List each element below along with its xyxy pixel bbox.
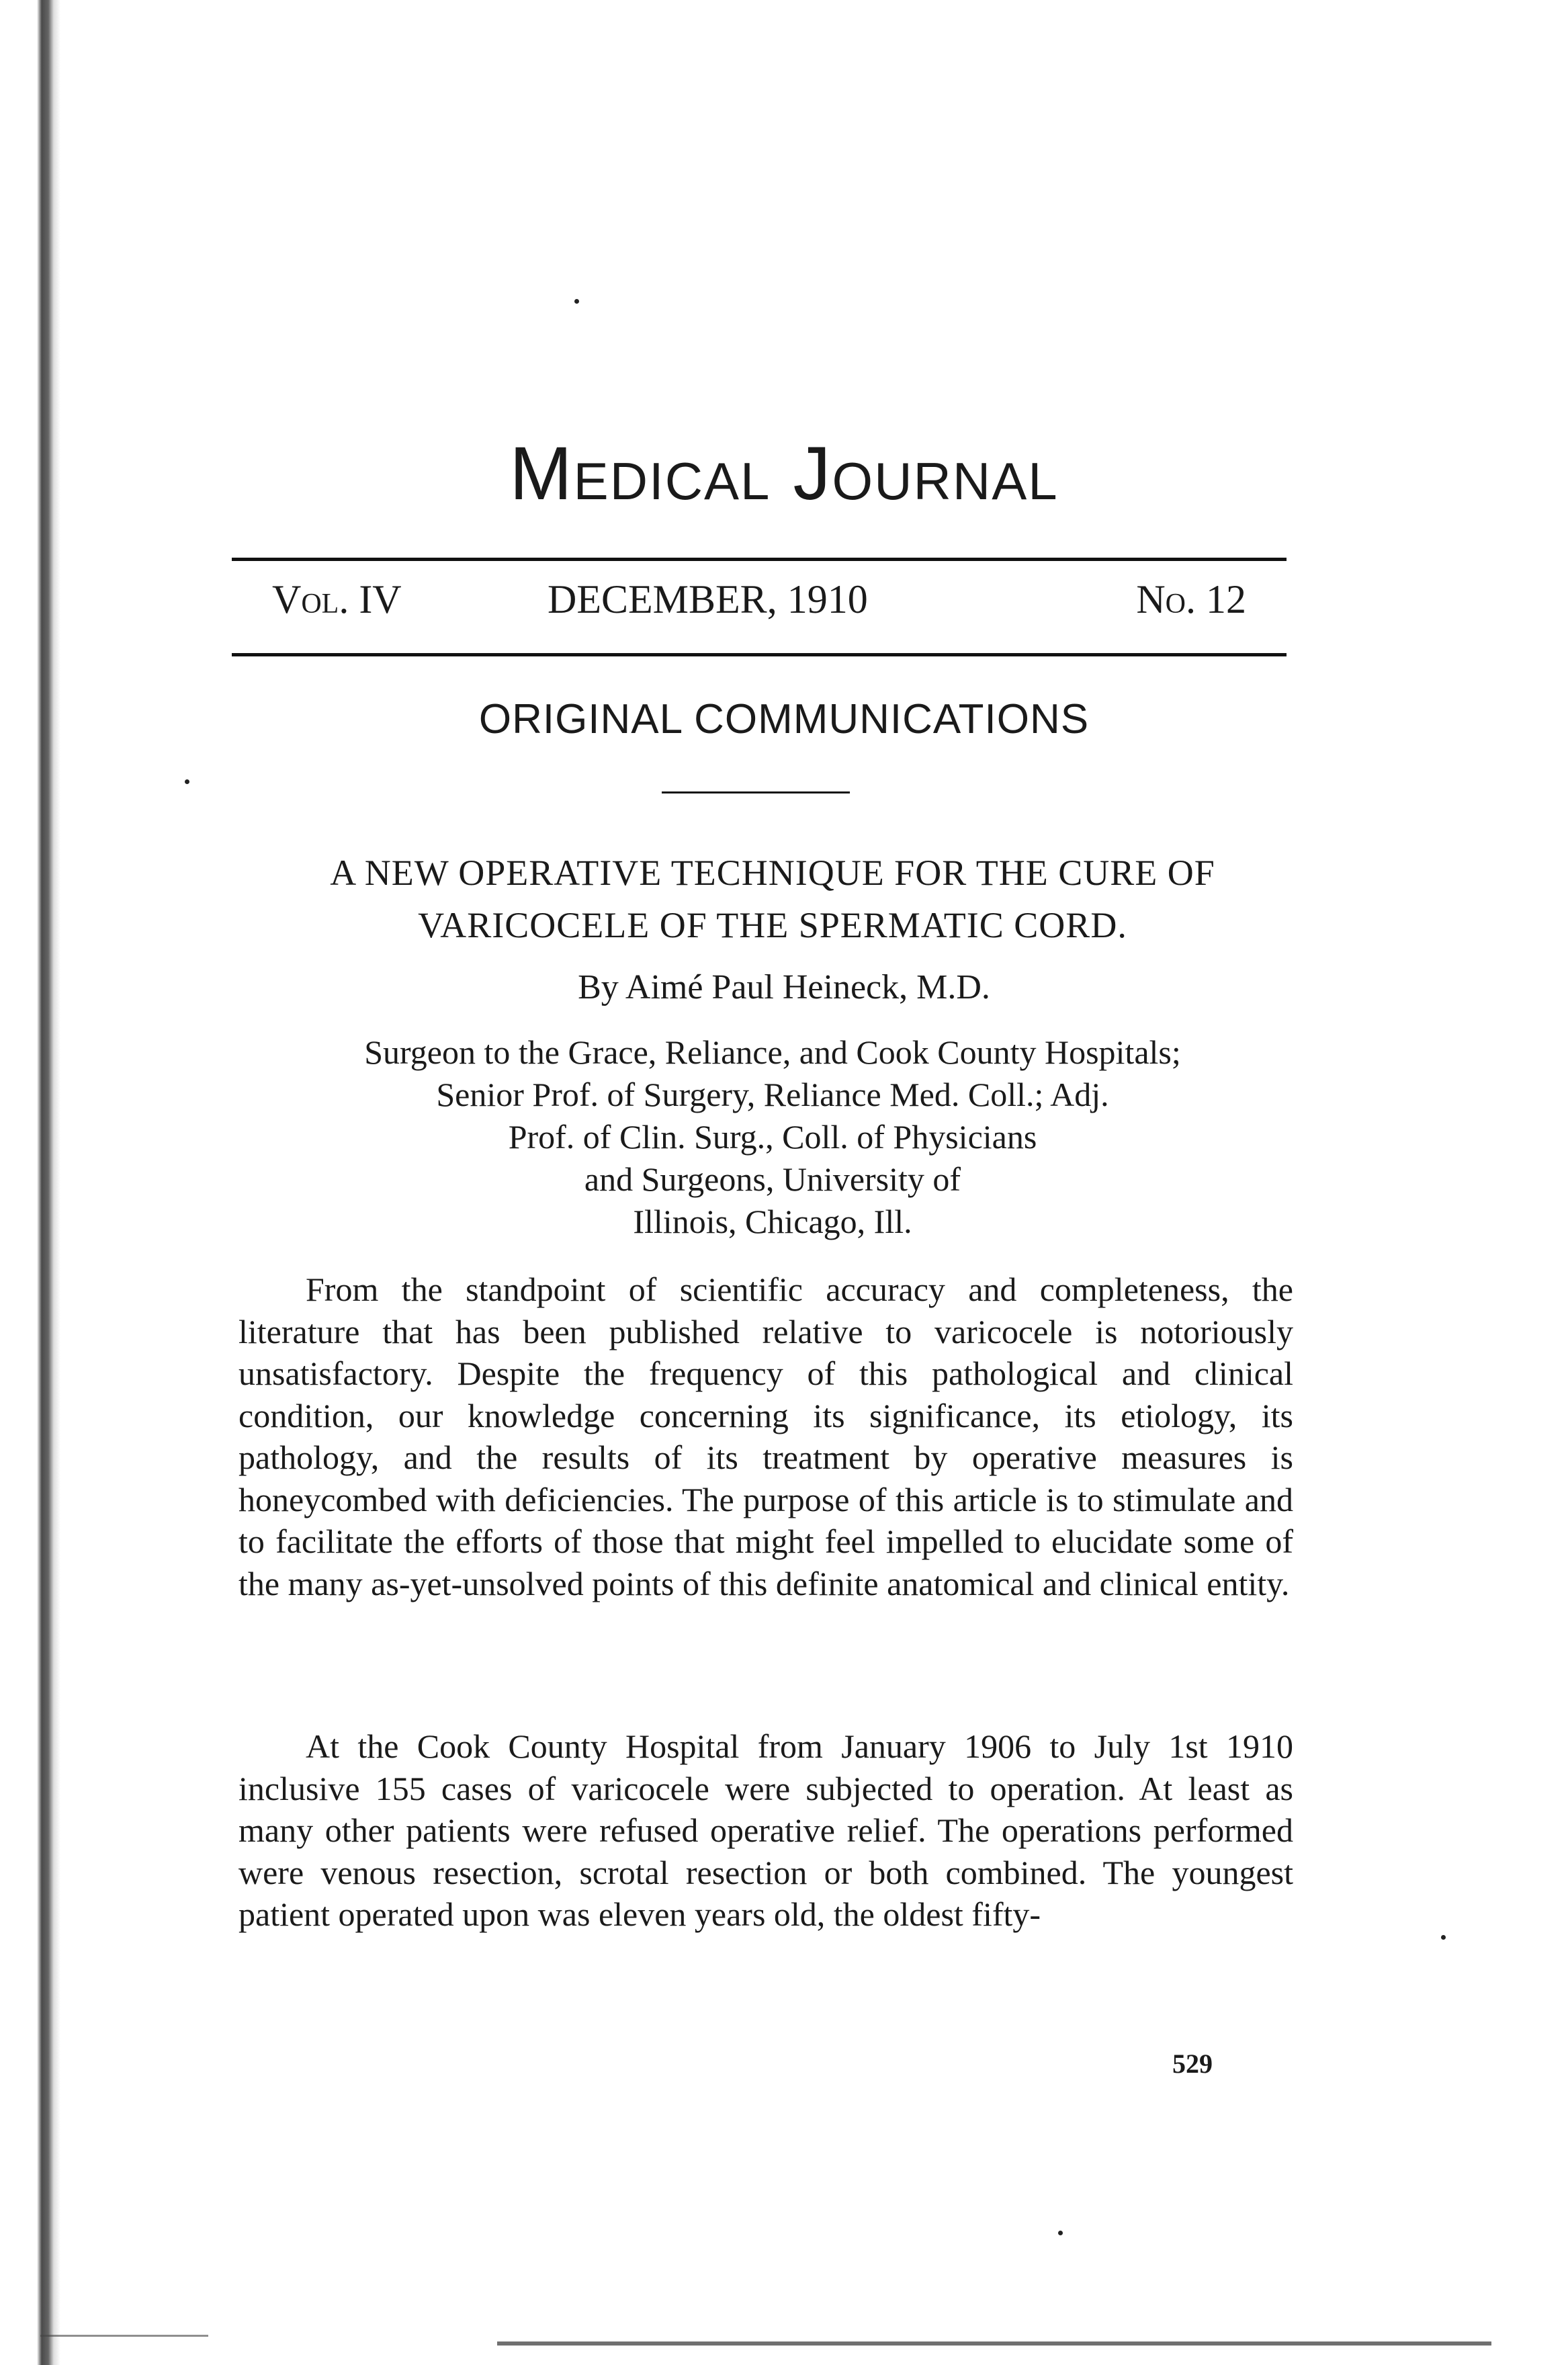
issue-line [232, 576, 1287, 637]
author-byline: By Aimé Paul Heineck, M.D. [578, 968, 990, 1006]
page-binding-edge [0, 0, 60, 2365]
affiliation-line: Senior Prof. of Surgery, Reliance Med. Coll.; Adj. [436, 1076, 1109, 1113]
section-divider [662, 791, 850, 793]
scan-edge-line-bottom [497, 2341, 1491, 2346]
body-paragraph: From the standpoint of scientific accuracy and completeness, the literature that has been published relative to varicocele is notoriously unsatisfactory. Despite the frequency of this pathological and clinical condition, our knowledge concerning its significance, its etiology, its pathology, and the results of its treatment by operative measures is honeycombed with deficiencies. The purpose of this article is to stimulate and to facilitate the efforts of those that might feel impelled to elucidate some of the many as-yet-unsolved points of this definite anatomical and clinical entity. [238, 1271, 1293, 1602]
author-affiliation [202, 1031, 1344, 1243]
issue-number: No. 12 [1136, 577, 1246, 621]
section-title: ORIGINAL COMMUNICATIONS [478, 696, 1090, 742]
scan-speck [185, 779, 189, 784]
article-title-line: A NEW OPERATIVE TECHNIQUE FOR THE CURE OF [330, 853, 1215, 893]
header-rule-bottom [232, 653, 1287, 656]
scan-speck [574, 299, 579, 304]
scan-speck [1441, 1935, 1446, 1940]
issue-volume: Vol. IV [272, 577, 402, 621]
affiliation-line: Illinois, Chicago, Ill. [633, 1203, 912, 1240]
issue-date: DECEMBER, 1910 [548, 577, 868, 621]
article-title [202, 847, 1344, 951]
affiliation-line: Prof. of Clin. Surg., Coll. of Physicians [508, 1118, 1037, 1156]
body-paragraph: At the Cook County Hospital from January 1906 to July 1st 1910 inclusive 155 cases of varicocele were subjected to operation. At least as many other patients were refused operative relief. The operations performed were venous resection, scrotal resection or both combined. The youngest patient operated upon was eleven years old, the oldest fifty- [238, 1727, 1293, 1933]
affiliation-line: and Surgeons, University of [584, 1160, 961, 1198]
scan-speck [1058, 2231, 1063, 2235]
page-number: 529 [1172, 2049, 1213, 2079]
scan-edge-line-left [40, 2335, 208, 2337]
journal-title: Medical Journal [509, 431, 1059, 515]
affiliation-line: Surgeon to the Grace, Reliance, and Cook County Hospitals; [364, 1033, 1181, 1071]
article-title-line: VARICOCELE OF THE SPERMATIC CORD. [418, 905, 1127, 945]
header-rule-top [232, 558, 1287, 561]
